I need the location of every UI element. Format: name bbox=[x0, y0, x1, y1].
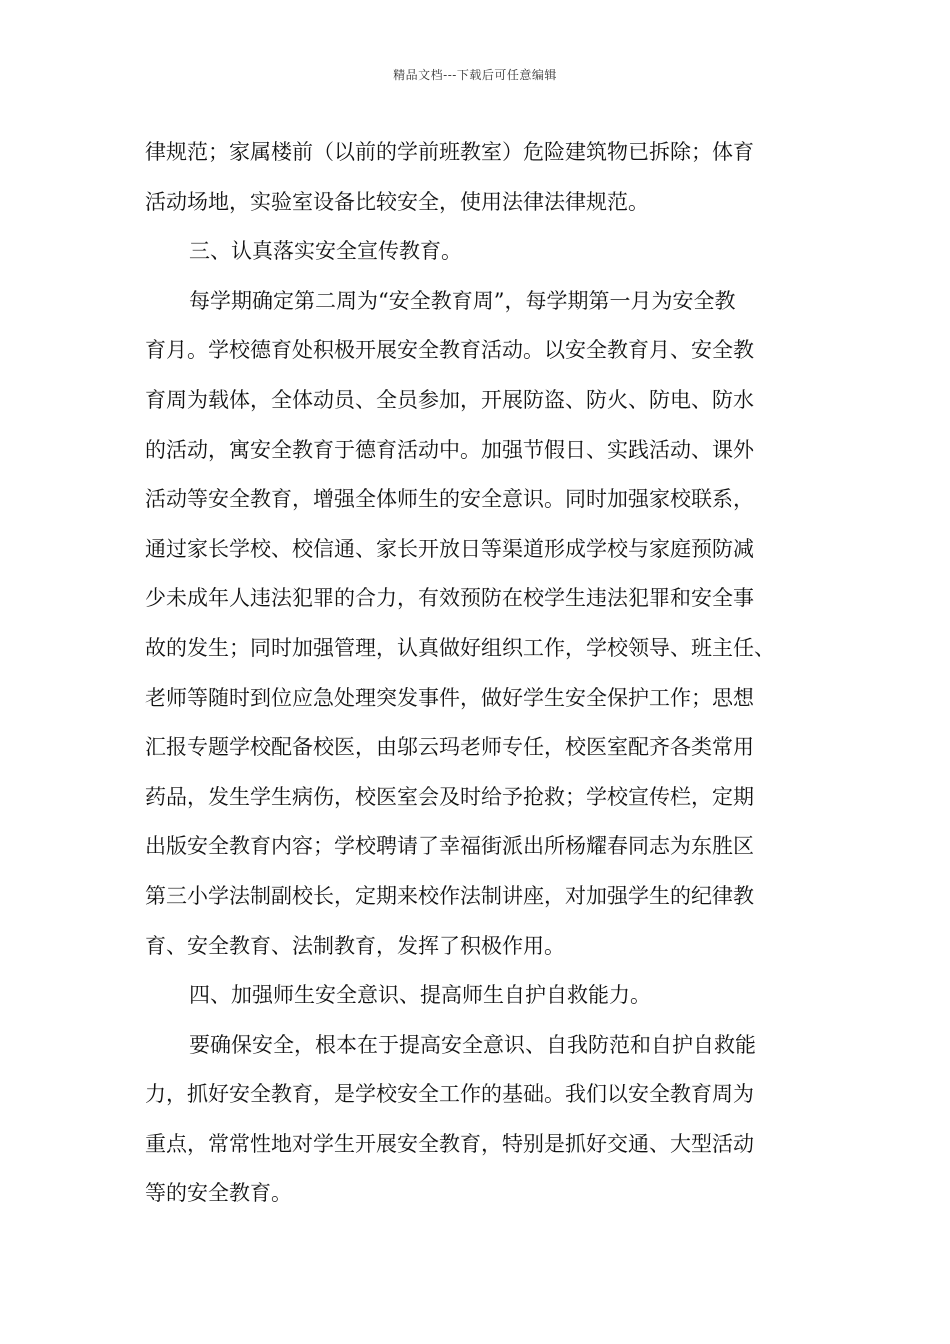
text-line: 出版安全教育内容；学校聘请了幸福街派出所杨耀春同志为东胜区 bbox=[145, 834, 754, 859]
text-line: 活动场地，实验室设备比较安全，使用法律法律规范。 bbox=[145, 189, 649, 214]
text-line: 药品，发生学生病伤，校医室会及时给予抢救；学校宣传栏，定期 bbox=[145, 784, 754, 809]
text-line: 四、加强师生安全意识、提高师生自护自救能力。 bbox=[189, 983, 651, 1008]
text-line: 通过家长学校、校信通、家长开放日等渠道形成学校与家庭预防减 bbox=[145, 536, 754, 561]
text-line: 律规范；家属楼前（以前的学前班教室）危险建筑物已拆除；体育 bbox=[145, 140, 754, 164]
text-line: 育周为载体，全体动员、全员参加，开展防盗、防火、防电、防水 bbox=[145, 387, 754, 412]
text-line: 第三小学法制副校长，定期来校作法制讲座，对加强学生的纪律教 bbox=[145, 883, 754, 908]
text-line: 力，抓好安全教育，是学校安全工作的基础。我们以安全教育周为 bbox=[145, 1082, 754, 1107]
page-header: 精品文档---下载后可任意编辑 bbox=[393, 68, 557, 82]
text-line: 三、认真落实安全宣传教育。 bbox=[189, 239, 462, 264]
document-body bbox=[145, 128, 835, 1219]
text-line: 要确保安全，根本在于提高安全意识、自我防范和自护自救能 bbox=[189, 1032, 756, 1057]
text-line: 育、安全教育、法制教育，发挥了积极作用。 bbox=[145, 933, 565, 958]
text-line: 老师等随时到位应急处理突发事件，做好学生安全保护工作；思想 bbox=[145, 685, 754, 710]
text-line: 等的安全教育。 bbox=[145, 1181, 292, 1206]
text-line: 活动等安全教育，增强全体师生的安全意识。同时加强家校联系， bbox=[145, 487, 754, 512]
text-line: 少未成年人违法犯罪的合力，有效预防在校学生违法犯罪和安全事 bbox=[145, 586, 754, 611]
text-line: 每学期确定第二周为“安全教育周”，每学期第一月为安全教 bbox=[189, 288, 736, 313]
text-line: 汇报专题学校配备校医，由邬云玛老师专任，校医室配齐各类常用 bbox=[145, 735, 754, 760]
text-line: 重点，常常性地对学生开展安全教育，特别是抓好交通、大型活动 bbox=[145, 1131, 754, 1156]
text-line: 故的发生；同时加强管理，认真做好组织工作，学校领导、班主任、 bbox=[145, 635, 775, 660]
text-line: 育月。学校德育处积极开展安全教育活动。以安全教育月、安全教 bbox=[145, 338, 754, 363]
text-line: 的活动，寓安全教育于德育活动中。加强节假日、实践活动、课外 bbox=[145, 437, 754, 462]
